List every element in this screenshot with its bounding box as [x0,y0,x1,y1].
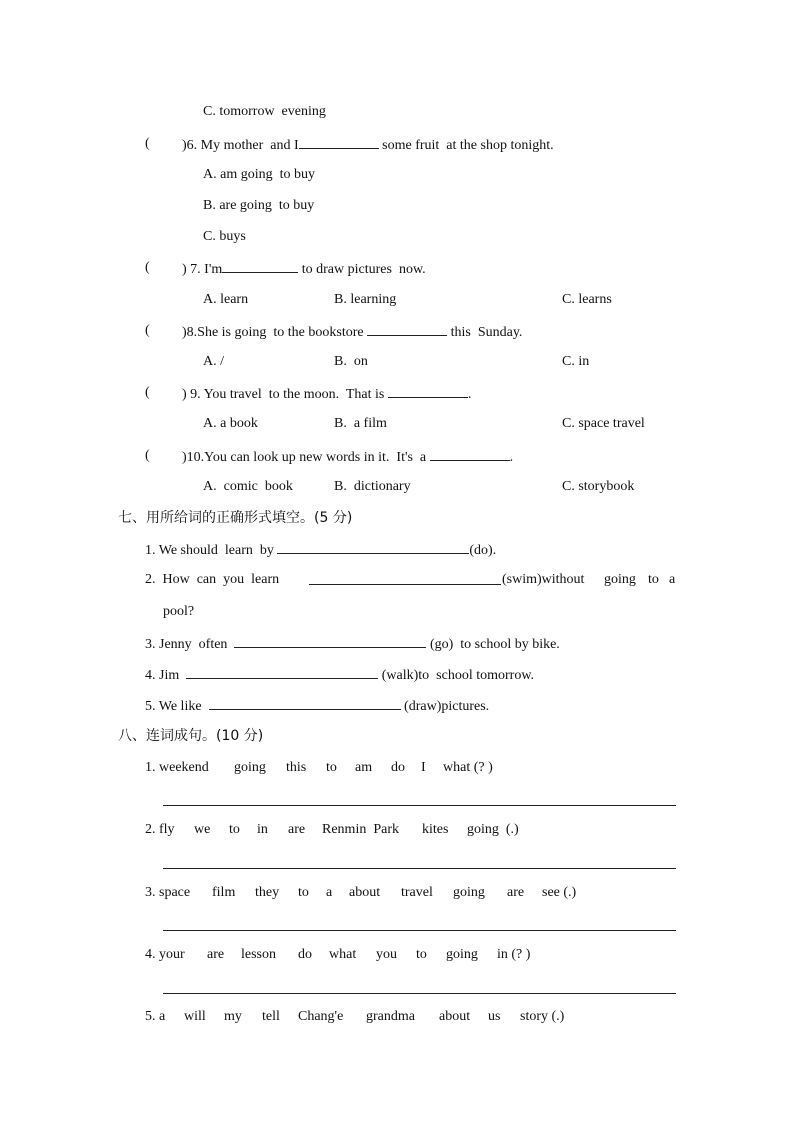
q9-number: ) 9. [182,387,201,402]
s7-item-2-f: pool? [163,604,195,619]
s8-3-w5: about [349,885,381,900]
s8-5-w2: my [224,1009,242,1024]
s8-4-w5: you [376,947,397,962]
s7-item-5-hint: (draw)pictures. [404,699,490,714]
q8-stem [182,323,522,341]
q6-option-a: A. am going to buy [203,167,315,182]
q9-paren: ( [145,385,150,400]
s8-1-w6: I [421,760,426,775]
s8-4-w2: lesson [241,947,276,962]
s8-4-w3: do [298,947,312,962]
q10-option-c: C. storybook [562,479,635,494]
s8-3-w9: see (.) [542,885,577,900]
s8-1-w7: what (? ) [443,760,493,775]
q10-number: )10. [182,450,205,465]
s8-3-answer-line[interactable] [163,930,676,931]
s8-1-answer-line[interactable] [163,805,676,806]
s8-2-w0: 2. fly [145,822,175,837]
q7-option-c: C. learns [562,292,612,307]
q7-stem-b: to draw pictures now. [301,262,426,277]
s7-item-1-blank[interactable] [277,541,469,554]
s8-1-w1: going [234,760,266,775]
s7-item-5 [145,697,489,715]
s8-4-w7: going [446,947,478,962]
s7-item-4 [145,666,534,684]
s7-item-1-hint: (do). [469,543,497,558]
s7-item-5-text: 5. We like [145,699,202,714]
s8-5-w5: grandma [366,1009,415,1024]
q8-option-c: C. in [562,354,590,369]
q8-blank[interactable] [367,323,447,336]
q9-stem [182,385,471,403]
s8-4-w0: 4. your [145,947,185,962]
s8-4-w1: are [207,947,225,962]
s7-item-2-d: to [648,572,659,587]
s8-1-w0: 1. weekend [145,760,209,775]
s7-item-2-blank[interactable] [309,572,501,585]
q9-stem-b: . [467,387,472,402]
section8-title: 八、连词成句。(10 分) [118,728,264,744]
s8-5-w0: 5. a [145,1009,166,1024]
s8-2-w2: to [229,822,240,837]
q10-stem-b: . [509,450,514,465]
q8-stem-a: She is going to the bookstore [197,325,364,340]
s8-3-w3: to [298,885,309,900]
s7-item-3 [145,635,560,653]
q6-paren: ( [145,136,150,151]
s8-3-w0: 3. space [145,885,191,900]
q9-blank[interactable] [388,385,468,398]
q9-option-c: C. space travel [562,416,645,431]
q7-number: ) 7. [182,262,201,277]
s8-2-w5: Renmin Park [322,822,399,837]
s8-4-answer-line[interactable] [163,993,676,994]
q10-stem [182,448,513,466]
s8-1-w2: this [286,760,307,775]
s8-5-w1: will [184,1009,206,1024]
s8-4-w6: to [416,947,427,962]
s8-3-w7: going [453,885,485,900]
q8-paren: ( [145,323,150,338]
q10-blank[interactable] [430,448,510,461]
s7-item-3-text: 3. Jenny often [145,637,228,652]
s8-2-w6: kites [422,822,449,837]
s7-item-2-b: (swim)without [502,572,585,587]
q7-stem-a: I'm [204,262,223,277]
s8-4-w8: in (? ) [497,947,531,962]
s7-item-2-a: 2. How can you learn [145,572,280,587]
s8-2-w1: we [194,822,211,837]
q6-option-c: C. buys [203,229,246,244]
s8-5-w6: about [439,1009,471,1024]
s7-item-4-hint: (walk)to school tomorrow. [381,668,535,683]
q8-number: )8. [182,325,198,340]
q6-blank[interactable] [299,136,379,149]
s7-item-4-blank[interactable] [186,666,378,679]
s7-item-2-c: going [604,572,636,587]
q7-stem [182,260,426,278]
s7-item-1 [145,541,496,559]
q6-number: )6. [182,138,198,153]
s7-item-2-e: a [669,572,676,587]
q8-stem-b: this Sunday. [450,325,523,340]
s8-3-w2: they [255,885,280,900]
q9-stem-a: You travel to the moon. That is [203,387,385,402]
s7-item-3-hint: (go) to school by bike. [429,637,560,652]
s8-2-answer-line[interactable] [163,868,676,869]
q7-option-a: A. learn [203,292,249,307]
q7-blank[interactable] [222,260,298,273]
s7-item-4-text: 4. Jim [145,668,180,683]
s8-5-w3: tell [262,1009,280,1024]
s7-item-3-blank[interactable] [234,635,426,648]
q5-option-c: C. tomorrow evening [203,104,326,119]
s8-2-w3: in [257,822,268,837]
q10-option-b: B. dictionary [334,479,411,494]
q7-option-b: B. learning [334,292,397,307]
q9-option-b: B. a film [334,416,387,431]
s8-5-w4: Chang'e [298,1009,344,1024]
s7-item-1-text: 1. We should learn by [145,543,274,558]
q6-option-b: B. are going to buy [203,198,315,213]
s7-item-5-blank[interactable] [209,697,401,710]
s8-3-w4: a [326,885,333,900]
section7-title: 七、用所给词的正确形式填空。(5 分) [118,510,353,526]
s8-4-w4: what [329,947,357,962]
s8-3-w1: film [212,885,236,900]
q8-option-b: B. on [334,354,368,369]
s8-3-w8: are [507,885,525,900]
s8-5-w7: us [488,1009,501,1024]
s8-1-w3: to [326,760,337,775]
q6-stem-a: My mother and I [200,138,299,153]
q7-paren: ( [145,260,150,275]
s8-2-w4: are [288,822,306,837]
q10-stem-a: You can look up new words in it. It's a [204,450,427,465]
q10-option-a: A. comic book [203,479,293,494]
q8-option-a: A. / [203,354,224,369]
s8-1-w4: am [355,760,373,775]
q6-stem [182,136,554,154]
q6-stem-b: some fruit at the shop tonight. [382,138,554,153]
q9-option-a: A. a book [203,416,258,431]
s8-5-w8: story (.) [520,1009,565,1024]
s8-3-w6: travel [401,885,433,900]
s8-1-w5: do [391,760,405,775]
s8-2-w7: going (.) [467,822,519,837]
q10-paren: ( [145,448,150,463]
